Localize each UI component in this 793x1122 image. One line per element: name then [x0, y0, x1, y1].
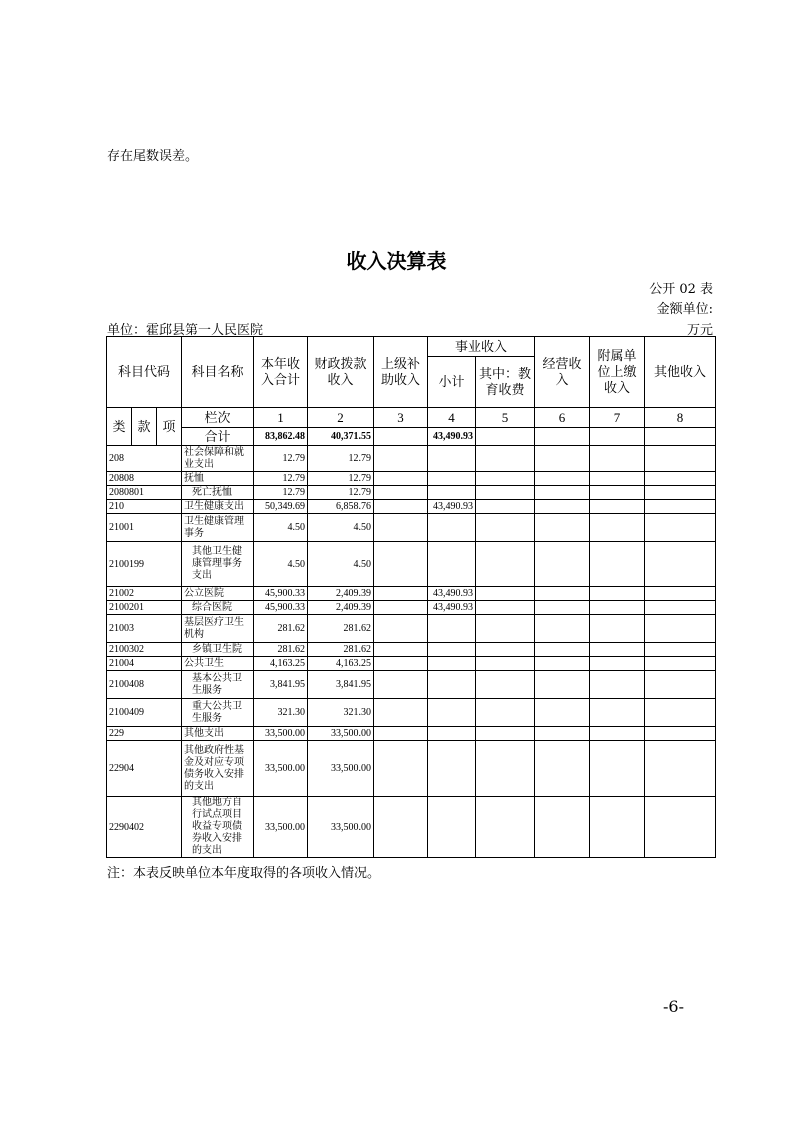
row-fiscal: 33,500.00 — [308, 727, 374, 741]
row-code: 22904 — [107, 741, 182, 797]
row-code: 21003 — [107, 615, 182, 643]
row-other — [645, 797, 716, 858]
row-business — [428, 699, 476, 727]
header-total: 本年收入合计 — [254, 337, 308, 408]
row-name: 卫生健康支出 — [182, 500, 254, 514]
row-affiliated — [590, 486, 645, 500]
row-upper — [374, 643, 428, 657]
row-code: 21002 — [107, 587, 182, 601]
row-code: 229 — [107, 727, 182, 741]
row-name: 其他支出 — [182, 727, 254, 741]
table-row — [107, 797, 716, 858]
row-total: 12.79 — [254, 486, 308, 500]
row-business-edu — [476, 727, 535, 741]
row-total: 50,349.69 — [254, 500, 308, 514]
row-upper — [374, 500, 428, 514]
row-operating — [535, 542, 590, 587]
row-name: 公立医院 — [182, 587, 254, 601]
row-business: 43,490.93 — [428, 500, 476, 514]
row-business-edu — [476, 446, 535, 472]
row-code: 21001 — [107, 514, 182, 542]
table-row — [107, 446, 716, 472]
row-business — [428, 741, 476, 797]
page-number: -6- — [663, 997, 684, 1016]
row-code: 210 — [107, 500, 182, 514]
header-xiang: 项 — [157, 408, 182, 446]
column-number: 6 — [535, 408, 590, 428]
row-fiscal: 3,841.95 — [308, 671, 374, 699]
table-row — [107, 671, 716, 699]
row-fiscal: 4.50 — [308, 514, 374, 542]
total-fiscal: 40,371.55 — [308, 428, 374, 446]
income-table — [106, 336, 716, 858]
row-other — [645, 500, 716, 514]
row-operating — [535, 472, 590, 486]
row-business — [428, 727, 476, 741]
column-number: 4 — [428, 408, 476, 428]
row-affiliated — [590, 514, 645, 542]
row-total: 4.50 — [254, 542, 308, 587]
row-total: 281.62 — [254, 643, 308, 657]
row-operating — [535, 741, 590, 797]
row-name: 卫生健康管理事务 — [182, 514, 254, 542]
row-upper — [374, 486, 428, 500]
row-name: 其他地方自行试点项目收益专项债券收入安排的支出 — [182, 797, 254, 858]
header-operating: 经营收入 — [535, 337, 590, 408]
row-upper — [374, 699, 428, 727]
row-affiliated — [590, 643, 645, 657]
row-upper — [374, 797, 428, 858]
row-name: 死亡抚恤 — [182, 486, 254, 500]
row-code: 208 — [107, 446, 182, 472]
table-row — [107, 587, 716, 601]
row-business: 43,490.93 — [428, 601, 476, 615]
row-other — [645, 741, 716, 797]
table-row — [107, 486, 716, 500]
row-code: 20808 — [107, 472, 182, 486]
row-operating — [535, 446, 590, 472]
table-row — [107, 699, 716, 727]
row-name: 公共卫生 — [182, 657, 254, 671]
row-upper — [374, 727, 428, 741]
row-business-edu — [476, 699, 535, 727]
row-business-edu — [476, 657, 535, 671]
empty-cell — [374, 428, 428, 446]
header-business-subtotal: 小计 — [428, 357, 476, 408]
empty-cell — [535, 428, 590, 446]
row-code: 2080801 — [107, 486, 182, 500]
row-operating — [535, 587, 590, 601]
row-business-edu — [476, 542, 535, 587]
table-row — [107, 542, 716, 587]
row-name: 综合医院 — [182, 601, 254, 615]
row-other — [645, 727, 716, 741]
row-affiliated — [590, 542, 645, 587]
row-business-edu — [476, 741, 535, 797]
row-affiliated — [590, 615, 645, 643]
row-fiscal: 2,409.39 — [308, 587, 374, 601]
row-other — [645, 542, 716, 587]
row-total: 33,500.00 — [254, 797, 308, 858]
row-affiliated — [590, 727, 645, 741]
row-operating — [535, 699, 590, 727]
column-number: 8 — [645, 408, 716, 428]
header-affiliated: 附属单位上缴收入 — [590, 337, 645, 408]
row-affiliated — [590, 699, 645, 727]
row-other — [645, 643, 716, 657]
table-row — [107, 727, 716, 741]
row-fiscal: 321.30 — [308, 699, 374, 727]
column-number: 1 — [254, 408, 308, 428]
row-fiscal: 12.79 — [308, 446, 374, 472]
column-number: 7 — [590, 408, 645, 428]
row-business — [428, 643, 476, 657]
header-kuan: 款 — [132, 408, 157, 446]
row-other — [645, 486, 716, 500]
row-business-edu — [476, 486, 535, 500]
row-fiscal: 33,500.00 — [308, 741, 374, 797]
row-business — [428, 615, 476, 643]
row-fiscal: 2,409.39 — [308, 601, 374, 615]
header-column-label: 栏次 — [182, 408, 254, 428]
row-total: 12.79 — [254, 446, 308, 472]
empty-cell — [590, 428, 645, 446]
row-business-edu — [476, 643, 535, 657]
table-row — [107, 601, 716, 615]
row-business-edu — [476, 514, 535, 542]
row-business-edu — [476, 472, 535, 486]
total-business: 43,490.93 — [428, 428, 476, 446]
row-fiscal: 33,500.00 — [308, 797, 374, 858]
row-other — [645, 446, 716, 472]
row-affiliated — [590, 500, 645, 514]
row-fiscal: 281.62 — [308, 643, 374, 657]
row-total: 4.50 — [254, 514, 308, 542]
row-upper — [374, 601, 428, 615]
column-number: 3 — [374, 408, 428, 428]
row-business-edu — [476, 671, 535, 699]
header-lei: 类 — [107, 408, 132, 446]
row-upper — [374, 657, 428, 671]
row-code: 2100199 — [107, 542, 182, 587]
row-operating — [535, 514, 590, 542]
row-name: 其他卫生健康管理事务支出 — [182, 542, 254, 587]
row-other — [645, 671, 716, 699]
row-other — [645, 514, 716, 542]
footnote: 注：本表反映单位本年度取得的各项收入情况。 — [107, 866, 381, 881]
row-upper — [374, 542, 428, 587]
row-upper — [374, 472, 428, 486]
row-total: 45,900.33 — [254, 587, 308, 601]
empty-cell — [476, 428, 535, 446]
row-name: 抚恤 — [182, 472, 254, 486]
row-business-edu — [476, 500, 535, 514]
row-affiliated — [590, 671, 645, 699]
row-affiliated — [590, 446, 645, 472]
row-affiliated — [590, 657, 645, 671]
row-upper — [374, 587, 428, 601]
row-upper — [374, 446, 428, 472]
form-number: 公开 02 表 — [649, 282, 713, 297]
row-other — [645, 601, 716, 615]
row-affiliated — [590, 587, 645, 601]
row-total: 33,500.00 — [254, 741, 308, 797]
row-other — [645, 657, 716, 671]
row-total: 321.30 — [254, 699, 308, 727]
row-other — [645, 699, 716, 727]
row-name: 重大公共卫生服务 — [182, 699, 254, 727]
total-income: 83,862.48 — [254, 428, 308, 446]
empty-cell — [645, 428, 716, 446]
row-affiliated — [590, 797, 645, 858]
row-upper — [374, 615, 428, 643]
total-label: 合计 — [182, 428, 254, 446]
organization-label: 单位：霍邱县第一人民医院 — [107, 323, 264, 338]
row-operating — [535, 615, 590, 643]
row-business-edu — [476, 797, 535, 858]
row-total: 281.62 — [254, 615, 308, 643]
row-business — [428, 446, 476, 472]
row-business — [428, 542, 476, 587]
row-other — [645, 472, 716, 486]
row-other — [645, 615, 716, 643]
row-affiliated — [590, 741, 645, 797]
top-note: 存在尾数误差。 — [107, 149, 199, 164]
row-business — [428, 472, 476, 486]
row-total: 33,500.00 — [254, 727, 308, 741]
row-operating — [535, 727, 590, 741]
table-row — [107, 657, 716, 671]
row-business — [428, 486, 476, 500]
row-name: 社会保障和就业支出 — [182, 446, 254, 472]
header-name: 科目名称 — [182, 337, 254, 408]
row-operating — [535, 643, 590, 657]
row-affiliated — [590, 601, 645, 615]
row-business — [428, 671, 476, 699]
row-code: 2100302 — [107, 643, 182, 657]
row-name: 基本公共卫生服务 — [182, 671, 254, 699]
row-business — [428, 514, 476, 542]
header-business-edu: 其中：教育收费 — [476, 357, 535, 408]
row-code: 2100408 — [107, 671, 182, 699]
row-operating — [535, 671, 590, 699]
row-fiscal: 12.79 — [308, 472, 374, 486]
table-row — [107, 615, 716, 643]
row-business-edu — [476, 587, 535, 601]
row-total: 12.79 — [254, 472, 308, 486]
amount-unit-value: 万元 — [686, 323, 713, 338]
amount-unit-label: 金额单位: — [656, 302, 713, 317]
row-fiscal: 12.79 — [308, 486, 374, 500]
row-code: 21004 — [107, 657, 182, 671]
row-code: 2100201 — [107, 601, 182, 615]
row-upper — [374, 514, 428, 542]
row-operating — [535, 797, 590, 858]
table-row — [107, 741, 716, 797]
row-business-edu — [476, 615, 535, 643]
row-operating — [535, 657, 590, 671]
row-business-edu — [476, 601, 535, 615]
header-business: 事业收入 — [428, 337, 535, 357]
row-business — [428, 657, 476, 671]
table-row — [107, 514, 716, 542]
row-total: 4,163.25 — [254, 657, 308, 671]
table-row — [107, 643, 716, 657]
row-total: 45,900.33 — [254, 601, 308, 615]
row-operating — [535, 500, 590, 514]
row-business: 43,490.93 — [428, 587, 476, 601]
header-code: 科目代码 — [107, 337, 182, 408]
row-fiscal: 6,858.76 — [308, 500, 374, 514]
column-number: 5 — [476, 408, 535, 428]
row-operating — [535, 486, 590, 500]
page-title: 收入决算表 — [346, 249, 447, 273]
header-other: 其他收入 — [645, 337, 716, 408]
column-number: 2 — [308, 408, 374, 428]
row-code: 2100409 — [107, 699, 182, 727]
row-name: 基层医疗卫生机构 — [182, 615, 254, 643]
row-upper — [374, 671, 428, 699]
header-fiscal: 财政拨款收入 — [308, 337, 374, 408]
row-business — [428, 797, 476, 858]
row-total: 3,841.95 — [254, 671, 308, 699]
row-fiscal: 281.62 — [308, 615, 374, 643]
table-row — [107, 500, 716, 514]
table-row — [107, 472, 716, 486]
row-name: 其他政府性基金及对应专项债务收入安排的支出 — [182, 741, 254, 797]
row-code: 2290402 — [107, 797, 182, 858]
row-name: 乡镇卫生院 — [182, 643, 254, 657]
row-operating — [535, 601, 590, 615]
header-upper: 上级补助收入 — [374, 337, 428, 408]
row-affiliated — [590, 472, 645, 486]
row-fiscal: 4.50 — [308, 542, 374, 587]
row-other — [645, 587, 716, 601]
row-upper — [374, 741, 428, 797]
row-fiscal: 4,163.25 — [308, 657, 374, 671]
